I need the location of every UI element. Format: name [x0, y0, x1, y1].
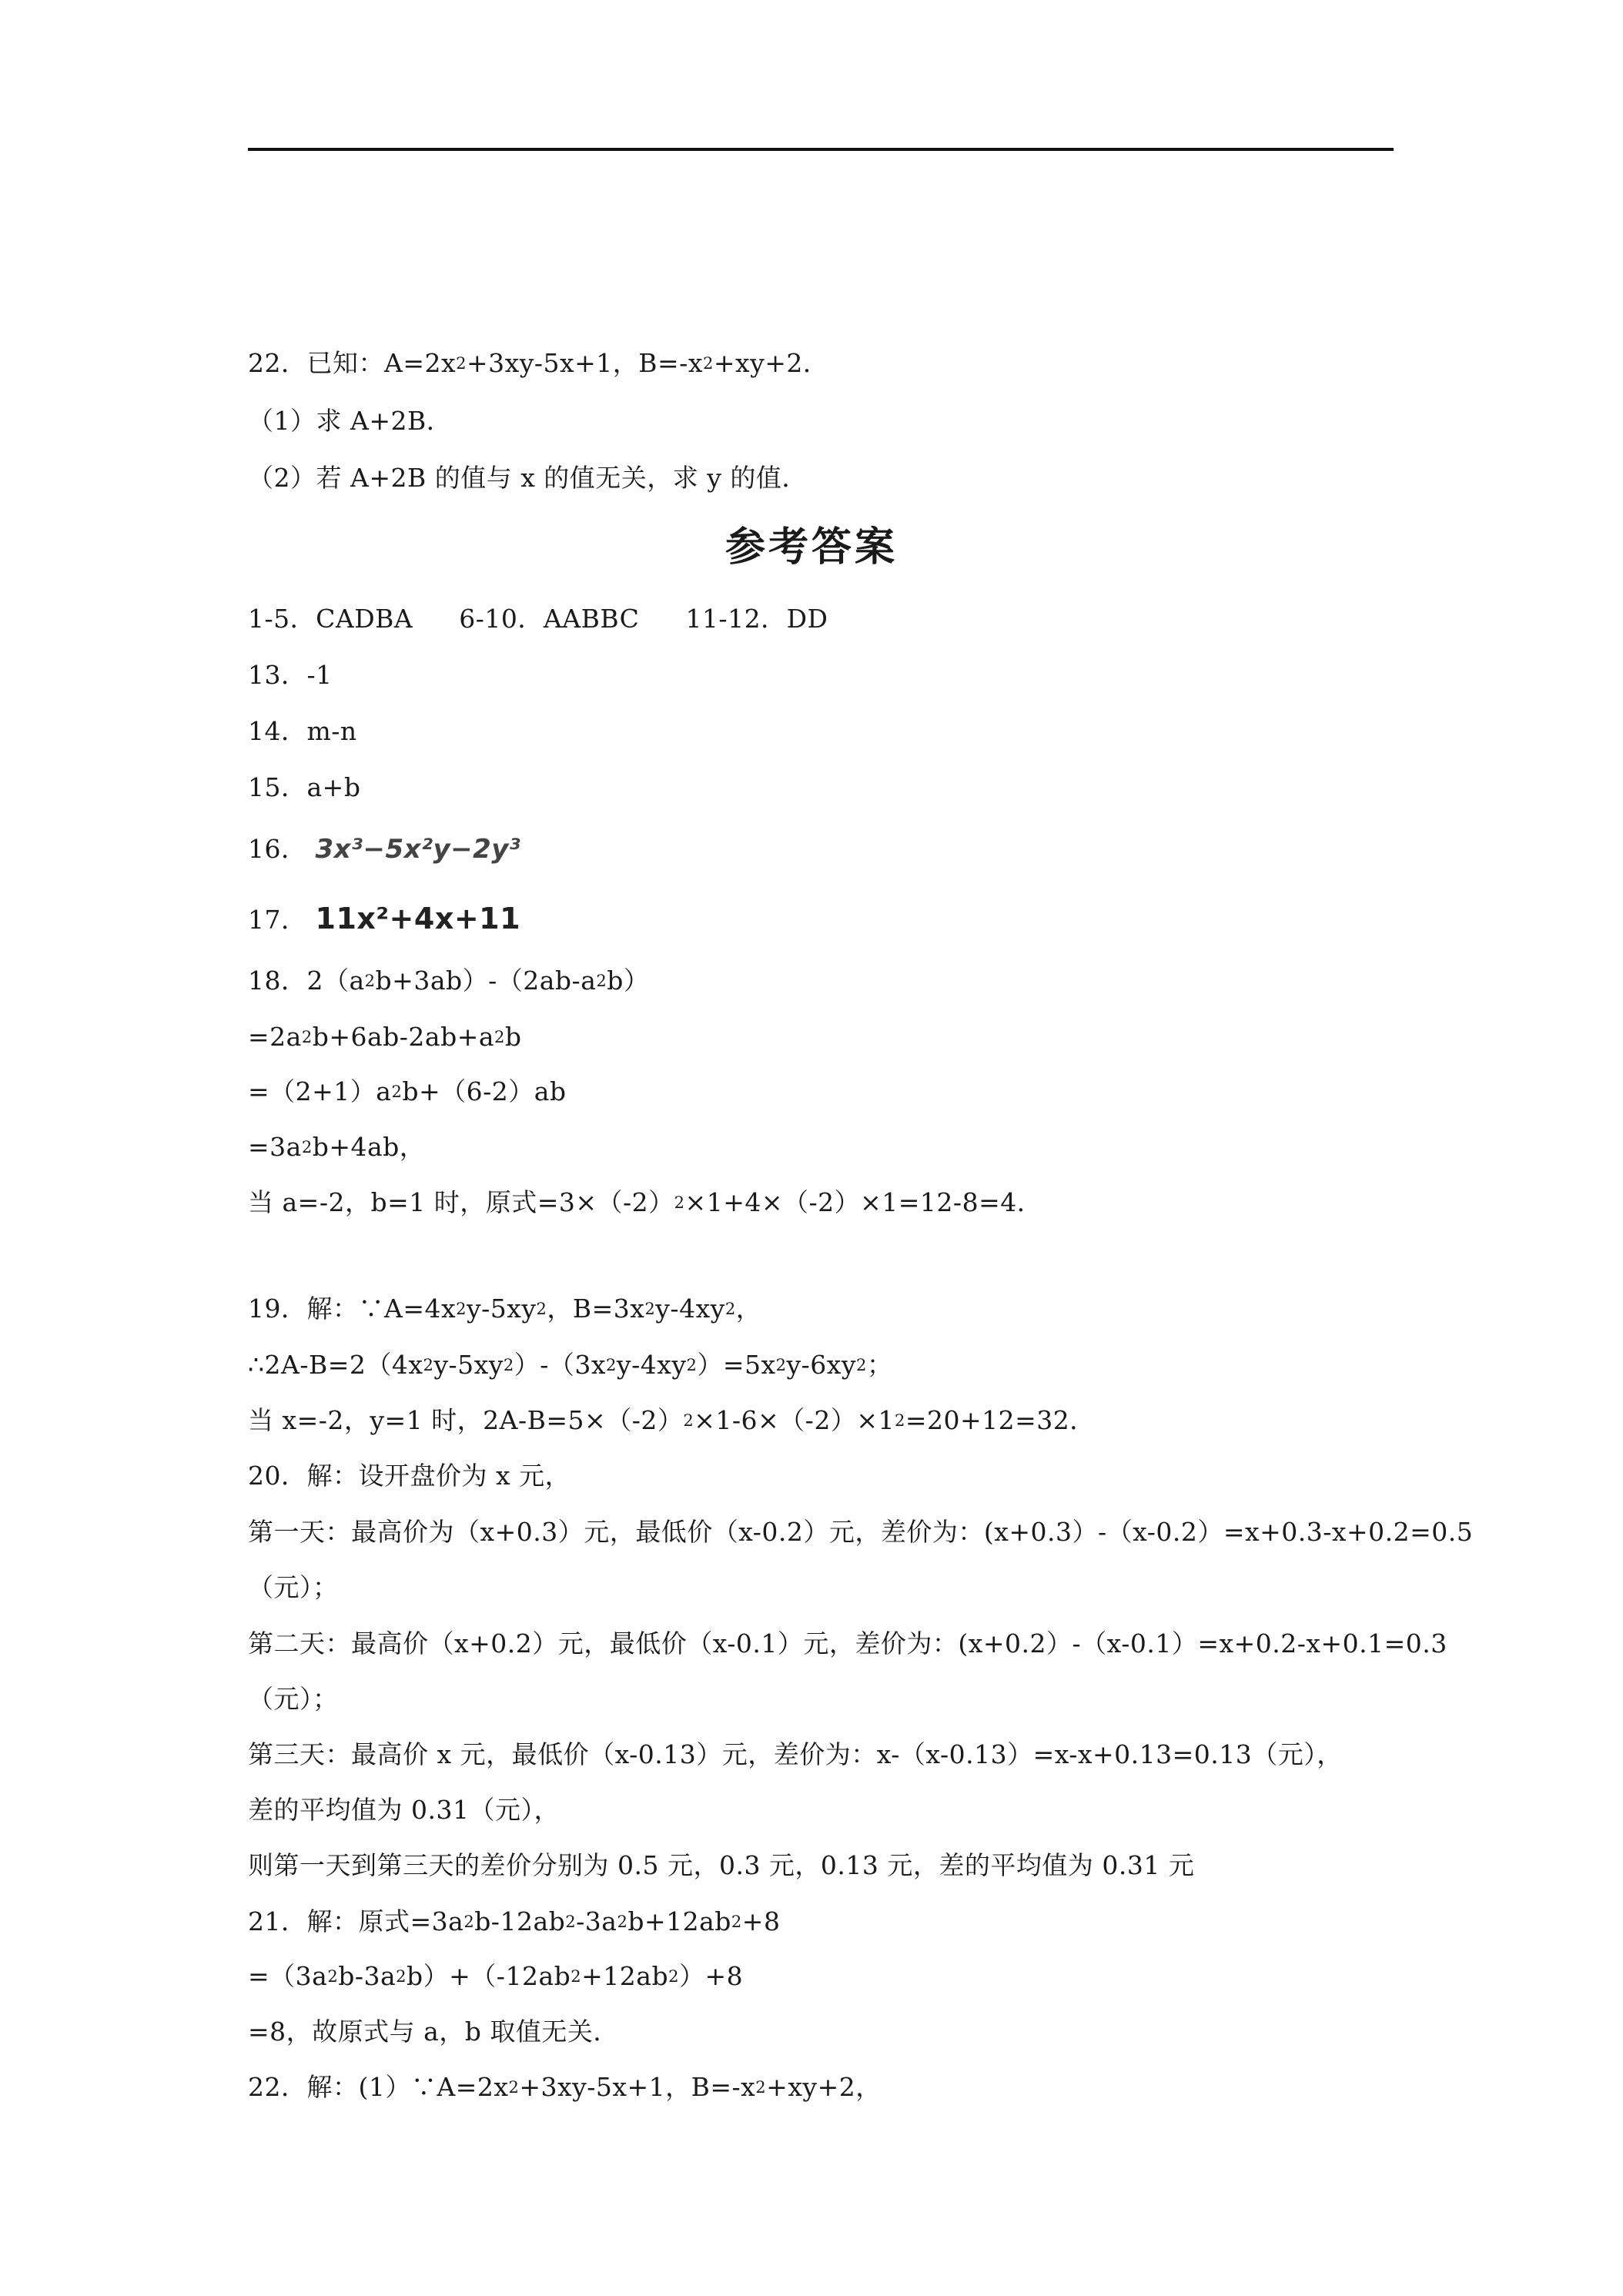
solution-20-line-3: （元）；: [248, 1572, 339, 1602]
solution-20-line-2: 第一天：最高价为（x+0.3）元，最低价（x-0.2）元，差价为：(x+0.3）-（x-0.2）=x+0.3-x+0.2=0.5: [248, 1517, 1474, 1547]
answer-group-1-5: 1-5．CADBA: [248, 604, 413, 634]
solution-19-line-3: 当 x=-2，y=1 时，$2A-B=5\times(-2)^2\times 1-6\times(-2)\times 1^2=20+12=32$．: [248, 1405, 1096, 1435]
answer-group-6-10: 6-10．AABBC: [459, 604, 640, 634]
solution-20-line-7: 差的平均值为 0.31（元），: [248, 1795, 560, 1825]
answer-17-formula-image: 11x²+4x+11: [315, 902, 521, 935]
answer-16-formula-image: 3x³−5x²y−2y³: [315, 834, 521, 865]
solution-20-line-1: 20．解：设开盘价为 x 元，: [248, 1461, 571, 1491]
question-22-stem: 22．已知：$A=2x^2+3xy-5x+1$，$B=-x^2+xy+2$．: [248, 348, 829, 378]
question-22-part-2: （2）若 A+2B 的值与 x 的值无关，求 y 的值．: [248, 463, 808, 493]
answer-key-title: 参考答案: [724, 524, 898, 571]
solution-20-line-4: 第二天：最高价（x+0.2）元，最低价（x-0.1）元，差价为：(x+0.2）-（x-0.1）=x+0.2-x+0.1=0.3: [248, 1628, 1447, 1658]
multiple-choice-answers: [248, 604, 828, 634]
solution-22-line-1: 22．解：$(1)\because A=2x^2+3xy-5x+1$，$B=-x^2+xy+2$，: [248, 2072, 882, 2102]
answer-16: [248, 834, 520, 865]
solution-21-line-2: $=(3a^2b-3a^2b)+(-12ab^2+12ab^2)+8$: [248, 1961, 744, 1991]
solution-18-line-4: $=3a^2b+4ab$，: [248, 1132, 426, 1162]
solution-18-line-3: $=(2+1)a^2b+(6-2)ab$: [248, 1076, 567, 1106]
answer-14: 14．m-n: [248, 716, 357, 746]
solution-20-line-8: 则第一天到第三天的差价分别为 0.5 元，0.3 元，0.13 元，差的平均值为 0.31 元: [248, 1850, 1195, 1880]
answer-15: 15．a+b: [248, 772, 361, 802]
solution-18-line-1: 18．$2(a^2b+3ab)-(2ab-a^2b)$: [248, 966, 650, 996]
solution-18-line-2: $=2a^2b+6ab-2ab+a^2b$: [248, 1022, 522, 1052]
solution-21-line-3: =8，故原式与 a，b 取值无关．: [248, 2017, 619, 2047]
question-22-part-1: （1）求 A+2B．: [248, 406, 453, 436]
answer-13: 13．-1: [248, 660, 333, 690]
answer-17: [248, 903, 520, 935]
solution-18-line-5: 当 a=-2，b=1 时，原式$=3\times(-2)^2\times 1+4\times(-2)\times 1=12-8=4$．: [248, 1187, 1043, 1217]
answer-17-label: 17．: [248, 905, 307, 935]
header-rule: [248, 148, 1394, 151]
solution-20-line-6: 第三天：最高价 x 元，最低价（x-0.13）元，差价为：x-（x-0.13）=x-x+0.13=0.13（元），: [248, 1739, 1343, 1769]
answer-16-label: 16．: [248, 834, 307, 864]
solution-20-line-5: （元）；: [248, 1684, 339, 1714]
answer-group-11-12: 11-12．DD: [685, 604, 828, 634]
solution-19-line-1: 19．解：$\because A=4x^2y-5xy^2$，$B=3x^2y-4xy^2$，: [248, 1294, 762, 1324]
solution-19-line-2: $\therefore 2A-B=2(4x^2y-5xy^2)-(3x^2y-4xy^2)=5x^2y-6xy^2$；: [248, 1350, 893, 1380]
solution-21-line-1: 21．解：原式$=3a^2b-12ab^2-3a^2b+12ab^2+8$: [248, 1906, 781, 1936]
